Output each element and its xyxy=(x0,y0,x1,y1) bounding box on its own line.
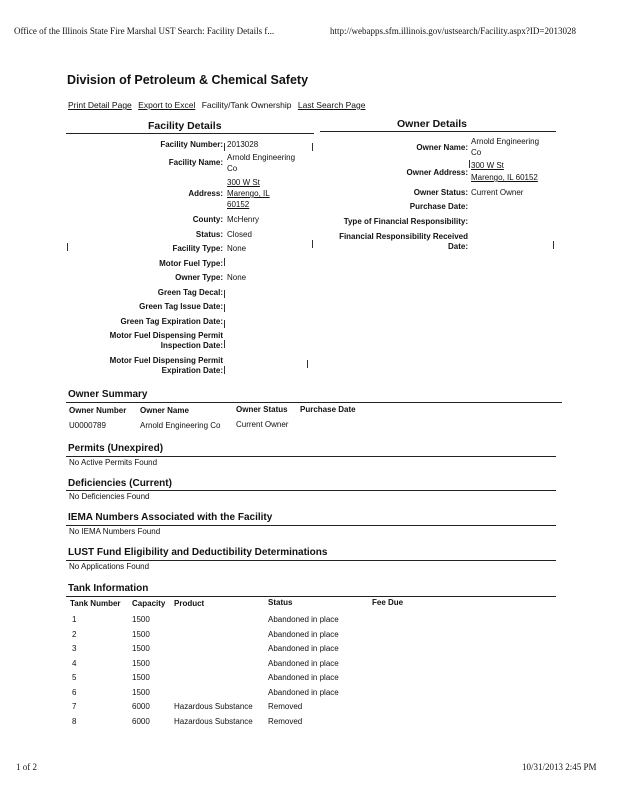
owner-name-line2: Co xyxy=(471,148,482,157)
tank-product: Hazardous Substance xyxy=(174,702,253,711)
cell-border-mark xyxy=(312,143,313,151)
tank-number: 5 xyxy=(72,673,77,682)
mfdp-inspection-label-1: Motor Fuel Dispensing Permit xyxy=(109,331,223,340)
facility-number-label: Facility Number: xyxy=(160,140,223,149)
cell-border-mark xyxy=(469,160,470,168)
iema-heading: IEMA Numbers Associated with the Facility xyxy=(68,512,273,523)
cell-border-mark xyxy=(224,143,225,151)
deficiencies-heading: Deficiencies (Current) xyxy=(68,478,172,489)
tank-col-number: Tank Number xyxy=(70,599,121,608)
green-tag-expiration-label: Green Tag Expiration Date: xyxy=(120,317,223,326)
iema-text: No IEMA Numbers Found xyxy=(69,527,161,536)
cell-border-mark xyxy=(224,320,225,328)
cell-border-mark xyxy=(312,240,313,248)
print-datetime: 10/31/2013 2:45 PM xyxy=(522,762,597,772)
owner-address-line2[interactable]: Marengo, IL 60152 xyxy=(471,173,538,182)
financial-received-label-1: Financial Responsibility Received xyxy=(339,232,468,241)
tank-capacity: 6000 xyxy=(132,716,150,726)
county-label: County: xyxy=(192,215,223,224)
tank-status: Abandoned in place xyxy=(268,629,339,639)
tank-info-heading: Tank Information xyxy=(68,583,149,594)
tank-capacity: 1500 xyxy=(132,615,150,624)
os-owner-status: Current Owner xyxy=(236,420,289,429)
owner-details-heading: Owner Details xyxy=(397,118,468,130)
financial-received-label-2: Date: xyxy=(447,242,468,251)
iema-rule xyxy=(66,525,556,526)
owner-heading-rule xyxy=(320,131,556,132)
owner-address-line1[interactable]: 300 W St xyxy=(471,161,504,170)
lust-rule xyxy=(66,560,556,561)
tank-number: 3 xyxy=(72,644,77,653)
green-tag-decal-label: Green Tag Decal: xyxy=(157,288,223,297)
tank-number: 6 xyxy=(72,687,77,697)
owner-name-label: Owner Name: xyxy=(416,143,468,152)
cell-border-mark xyxy=(307,360,308,368)
owner-status-value: Current Owner xyxy=(471,188,524,197)
cell-border-mark xyxy=(224,258,225,266)
financial-type-label: Type of Financial Responsibility: xyxy=(343,217,468,226)
cell-border-mark xyxy=(67,243,68,251)
facility-name-line1: Arnold Engineering xyxy=(227,153,296,162)
tank-status: Abandoned in place xyxy=(268,687,339,697)
os-col-purchase-date: Purchase Date xyxy=(300,405,356,414)
facility-name-line2: Co xyxy=(227,164,238,173)
tank-info-rule xyxy=(66,596,556,597)
facility-number-value: 2013028 xyxy=(227,140,259,149)
tank-col-fee-due: Fee Due xyxy=(372,598,404,607)
county-value: McHenry xyxy=(227,215,260,224)
tank-capacity: 1500 xyxy=(132,673,150,682)
motor-fuel-type-label: Motor Fuel Type: xyxy=(159,259,223,268)
export-excel-link[interactable]: Export to Excel xyxy=(138,100,196,110)
os-owner-number: U0000789 xyxy=(69,421,106,430)
green-tag-issue-label: Green Tag Issue Date: xyxy=(139,302,223,311)
facility-details-heading: Facility Details xyxy=(148,120,222,132)
purchase-date-label: Purchase Date: xyxy=(409,202,468,211)
page-title: Division of Petroleum & Chemical Safety xyxy=(67,73,309,87)
facility-tank-ownership-link[interactable]: Facility/Tank Ownership xyxy=(201,100,292,110)
lust-text: No Applications Found xyxy=(69,562,150,571)
os-owner-name: Arnold Engineering Co xyxy=(140,421,221,430)
tank-status: Removed xyxy=(268,702,303,711)
tank-capacity: 1500 xyxy=(132,629,150,639)
tank-col-status: Status xyxy=(268,598,293,607)
owner-name-line1: Arnold Engineering xyxy=(471,137,540,146)
owner-type-label: Owner Type: xyxy=(175,273,223,282)
tank-number: 2 xyxy=(72,629,77,639)
tank-number: 8 xyxy=(72,716,77,726)
tank-status: Abandoned in place xyxy=(268,644,339,653)
tank-capacity: 1500 xyxy=(132,687,150,697)
address-line3[interactable]: 60152 xyxy=(227,200,250,209)
tank-col-product: Product xyxy=(174,599,205,608)
owner-summary-heading: Owner Summary xyxy=(68,389,148,400)
print-url: http://webapps.sfm.illinois.gov/ustsearch/Facility.aspx?ID=2013028 xyxy=(330,26,576,36)
permits-rule xyxy=(66,456,556,457)
tank-capacity: 6000 xyxy=(132,702,150,711)
facility-name-label: Facility Name: xyxy=(168,158,223,167)
owner-summary-rule xyxy=(66,402,562,403)
tank-number: 7 xyxy=(72,702,77,711)
tank-status: Abandoned in place xyxy=(268,673,339,682)
page-number: 1 of 2 xyxy=(16,762,37,772)
cell-border-mark xyxy=(224,340,225,348)
permits-text: No Active Permits Found xyxy=(69,458,158,467)
cell-border-mark xyxy=(224,290,225,298)
address-line1[interactable]: 300 W St xyxy=(227,178,260,187)
permits-heading: Permits (Unexpired) xyxy=(68,443,164,454)
tank-capacity: 1500 xyxy=(132,658,150,668)
tank-status: Abandoned in place xyxy=(268,658,339,668)
print-page-title: Office of the Illinois State Fire Marshal UST Search: Facility Details f... xyxy=(14,26,275,36)
tank-number: 1 xyxy=(72,615,77,624)
facility-type-label: Facility Type: xyxy=(172,244,223,253)
status-label: Status: xyxy=(195,230,223,239)
address-line2[interactable]: Marengo, IL xyxy=(227,189,270,198)
os-col-owner-name: Owner Name xyxy=(140,406,189,415)
cell-border-mark xyxy=(224,366,225,374)
tank-status: Removed xyxy=(268,716,303,726)
cell-border-mark xyxy=(224,304,225,312)
owner-status-label: Owner Status: xyxy=(413,188,468,197)
tank-number: 4 xyxy=(72,658,77,668)
deficiencies-text: No Deficiencies Found xyxy=(69,492,150,501)
print-detail-link[interactable]: Print Detail Page xyxy=(68,100,132,110)
owner-type-value: None xyxy=(227,273,247,282)
mfdp-inspection-label-2: Inspection Date: xyxy=(160,341,223,350)
last-search-link[interactable]: Last Search Page xyxy=(297,100,366,110)
tank-capacity: 1500 xyxy=(132,644,150,653)
status-value: Closed xyxy=(227,230,252,239)
tank-status: Abandoned in place xyxy=(268,615,339,624)
owner-address-label: Owner Address: xyxy=(406,168,468,177)
os-col-owner-status: Owner Status xyxy=(236,405,288,414)
action-links xyxy=(68,100,369,110)
address-label: Address: xyxy=(188,189,223,198)
facility-heading-rule xyxy=(66,133,314,134)
mfdp-expiration-label-1: Motor Fuel Dispensing Permit xyxy=(109,356,223,365)
deficiencies-rule xyxy=(66,490,556,491)
lust-heading: LUST Fund Eligibility and Deductibility Determinations xyxy=(68,547,328,558)
os-col-owner-number: Owner Number xyxy=(69,406,127,415)
mfdp-expiration-label-2: Expiration Date: xyxy=(161,366,223,375)
tank-product: Hazardous Substance xyxy=(174,716,253,726)
tank-col-capacity: Capacity xyxy=(132,599,166,608)
facility-type-value: None xyxy=(227,244,247,253)
cell-border-mark xyxy=(553,241,554,249)
